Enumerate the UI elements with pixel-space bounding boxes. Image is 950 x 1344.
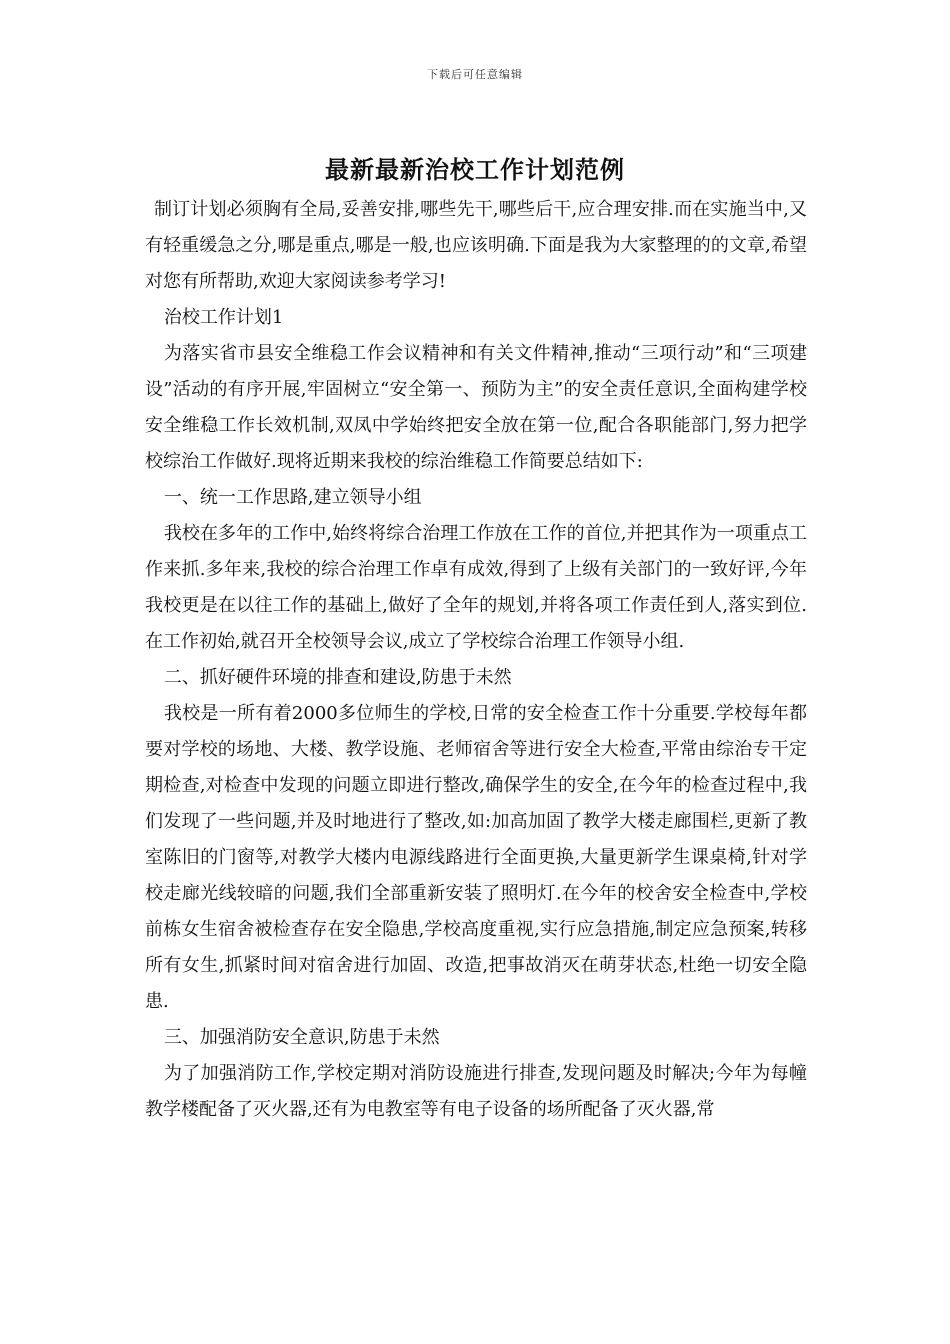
- document-body: [145, 192, 807, 1128]
- intro-paragraph: 制订计划必须胸有全局,妥善安排,哪些先干,哪些后干,应合理安排.而在实施当中,又有轻重缓急之分,哪是重点,哪是一般,也应该明确.下面是我为大家整理的的文章,希望对您有所帮助,欢迎大家阅读参考学习!: [145, 199, 807, 292]
- section-3-heading: 三、加强消防安全意识,防患于未然: [163, 1027, 440, 1048]
- paragraph-1: 为落实省市县安全维稳工作会议精神和有关文件精神,推动“三项行动”和“三项建设”活动的有序开展,牢固树立“安全第一、预防为主”的安全责任意识,全面构建学校安全维稳工作长效机制,双凤中学始终把安全放在第一位,配合各职能部门,努力把学校综治工作做好.现将近期来我校的综治维稳工作简要总结如下:: [145, 343, 807, 472]
- document-title: 最新最新治校工作计划范例: [325, 155, 625, 184]
- section-1-paragraph: 我校在多年的工作中,始终将综合治理工作放在工作的首位,并把其作为一项重点工作来抓.多年来,我校的综合治理工作卓有成效,得到了上级有关部门的一致好评,今年我校更是在以往工作的基础上,做好了全年的规划,并将各项工作责任到人,落实到位.在工作初始,就召开全校领导会议,成立了学校综合治理工作领导小组.: [145, 523, 807, 652]
- header-note: 下载后可任意编辑: [427, 68, 523, 81]
- section-1-heading: 一、统一工作思路,建立领导小组: [163, 487, 422, 508]
- section-2-heading: 二、抓好硬件环境的排查和建设,防患于未然: [163, 667, 512, 688]
- plan-title: 治校工作计划1: [163, 307, 284, 328]
- section-3-paragraph: 为了加强消防工作,学校定期对消防设施进行排查,发现问题及时解决;今年为每幢教学楼配备了灭火器,还有为电教室等有电子设备的场所配备了灭火器,常: [145, 1063, 807, 1120]
- section-2-paragraph: 我校是一所有着2000多位师生的学校,日常的安全检查工作十分重要.学校每年都要对学校的场地、大楼、教学设施、老师宿舍等进行安全大检查,平常由综治专干定期检查,对检查中发现的问题立即进行整改,确保学生的安全,在今年的检查过程中,我们发现了一些问题,并及时地进行了整改,如:加高加固了教学大楼走廊围栏,更新了教室陈旧的门窗等,对教学大楼内电源线路进行全面更换,大量更新学生课桌椅,针对学校走廊光线较暗的问题,我们全部重新安装了照明灯.在今年的校舍安全检查中,学校前栋女生宿舍被检查存在安全隐患,学校高度重视,实行应急措施,制定应急预案,转移所有女生,抓紧时间对宿舍进行加固、改造,把事故消灭在萌芽状态,杜绝一切安全隐患.: [145, 703, 807, 1012]
